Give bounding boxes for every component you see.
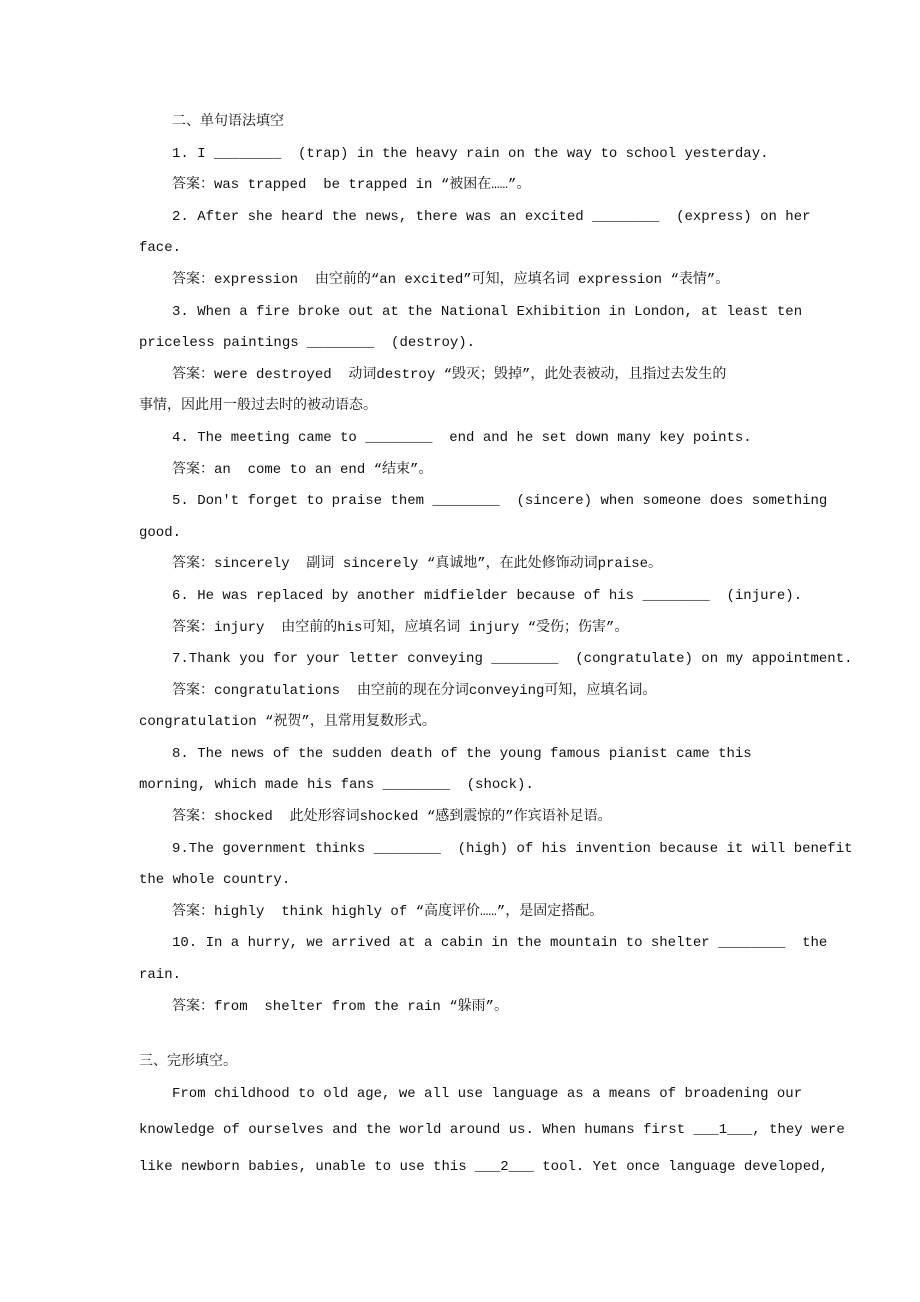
answer-line: 答案：an come to an end “结束”。 — [172, 461, 433, 478]
answer-line: 答案：expression 由空前的“an excited”可知，应填名词 expression “表情”。 — [172, 271, 730, 288]
passage-line: From childhood to old age, we all use language as a means of broadening our — [172, 1085, 803, 1102]
answer-line: 答案：congratulations 由空前的现在分词conveying可知，应填名词。 — [172, 682, 657, 699]
answer-line: 答案：shocked 此处形容词shocked “感到震惊的”作宾语补足语。 — [172, 809, 612, 826]
question-line: 5. Don't forget to praise them ________ (sincere) when someone does something — [172, 493, 828, 510]
answer-line: 事情，因此用一般过去时的被动语态。 — [139, 398, 377, 415]
question-line: 3. When a fire broke out at the National Exhibition in London, at least ten — [172, 303, 803, 320]
question-line: 7.Thank you for your letter conveying ________ (congratulate) on my appointment. — [172, 651, 853, 668]
answer-line: 答案：sincerely 副词 sincerely “真诚地”，在此处修饰动词praise。 — [172, 556, 663, 573]
section-grammar-fill — [139, 110, 853, 1026]
question-line: rain. — [139, 967, 182, 984]
answer-line: congratulation “祝贺”，且常用复数形式。 — [139, 714, 436, 731]
section-heading: 二、单句语法填空 — [172, 114, 284, 130]
question-line: 9.The government thinks ________ (high) of his invention because it will benefit — [172, 840, 853, 857]
question-line: priceless paintings ________ (destroy). — [139, 335, 476, 352]
section-heading: 三、完形填空。 — [139, 1054, 237, 1070]
question-line: face. — [139, 240, 182, 257]
question-line: 8. The news of the sudden death of the young famous pianist came this — [172, 745, 752, 762]
question-line: morning, which made his fans ________ (shock). — [139, 777, 534, 794]
answer-line: 答案：was trapped be trapped in “被困在……”。 — [172, 177, 531, 194]
question-line: 4. The meeting came to ________ end and he set down many key points. — [172, 429, 752, 446]
question-line: 2. After she heard the news, there was an excited ________ (express) on her — [172, 208, 811, 225]
answer-line: 答案：from shelter from the rain “躲雨”。 — [172, 998, 509, 1015]
passage-line: like newborn babies, unable to use this ___2___ tool. Yet once language developed, — [139, 1158, 828, 1175]
answer-line: 答案：highly think highly of “高度评价……”，是固定搭配。 — [172, 903, 604, 920]
question-line: 10. In a hurry, we arrived at a cabin in the mountain to shelter ________ the — [172, 935, 828, 952]
question-line: 1. I ________ (trap) in the heavy rain on the way to school yesterday. — [172, 145, 769, 162]
answer-line: 答案：were destroyed 动词destroy “毁灭；毁掉”，此处表被动，且指过去发生的 — [172, 366, 727, 383]
passage-line: knowledge of ourselves and the world around us. When humans first ___1___, they were — [139, 1122, 845, 1139]
cloze-passage — [139, 1082, 845, 1192]
question-line: 6. He was replaced by another midfielder because of his ________ (injure). — [172, 587, 803, 604]
question-line: good. — [139, 524, 182, 541]
section-cloze — [139, 1050, 845, 1191]
question-line: the whole country. — [139, 872, 291, 889]
answer-line: 答案：injury 由空前的his可知，应填名词 injury “受伤；伤害”。 — [172, 619, 629, 636]
